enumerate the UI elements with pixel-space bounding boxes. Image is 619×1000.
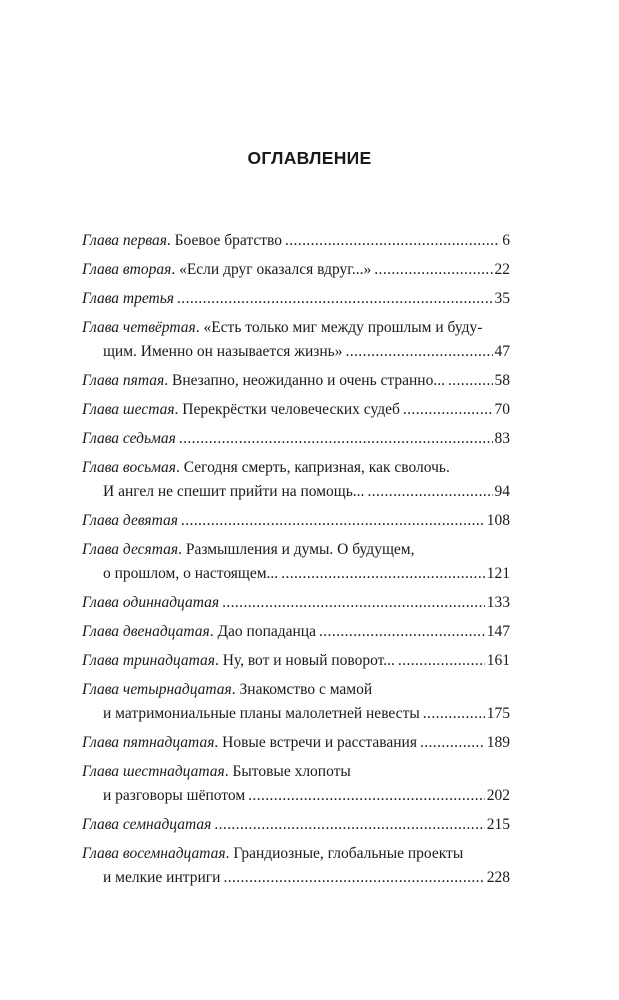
page-number: 228 xyxy=(486,869,510,886)
toc-entry-line xyxy=(82,760,510,784)
chapter-title: Размышления и думы. О будущем, xyxy=(185,541,415,558)
toc-entry[interactable] xyxy=(82,591,510,615)
dot-leader xyxy=(181,509,485,533)
toc-entry-line xyxy=(82,398,510,422)
toc-entry[interactable] xyxy=(82,456,510,504)
toc-entry-line xyxy=(82,480,510,504)
chapter-label: Глава шестая xyxy=(82,401,175,418)
chapter-title: Знакомство с мамой xyxy=(239,681,373,698)
page-number: 161 xyxy=(486,652,510,669)
chapter-label: Глава девятая xyxy=(82,512,178,529)
toc-entry-line xyxy=(82,316,510,340)
toc-entry-line xyxy=(82,562,510,586)
toc-entry[interactable] xyxy=(82,287,510,311)
chapter-label: Глава двенадцатая xyxy=(82,623,210,640)
page-title: ОГЛАВЛЕНИЕ xyxy=(247,148,372,168)
dot-leader xyxy=(223,866,484,890)
page-number: 189 xyxy=(486,734,510,751)
chapter-title: Внезапно, неожиданно и очень странно... xyxy=(171,372,445,389)
toc-entry[interactable] xyxy=(82,316,510,364)
dot-leader xyxy=(214,813,484,837)
chapter-separator: . xyxy=(231,681,240,698)
page-number: 121 xyxy=(486,565,510,582)
toc-entry-line xyxy=(82,649,510,673)
chapter-title: Сегодня смерть, капризная, как сволочь. xyxy=(183,459,450,476)
toc-entry[interactable] xyxy=(82,813,510,837)
chapter-separator: . xyxy=(214,652,223,669)
chapter-title: о прошлом, о настоящем... xyxy=(103,565,279,582)
chapter-label: Глава третья xyxy=(82,290,175,307)
toc-entry[interactable] xyxy=(82,369,510,393)
toc-entry[interactable] xyxy=(82,760,510,808)
chapter-title: Бытовые хлопоты xyxy=(232,763,351,780)
page-number: 175 xyxy=(486,705,510,722)
page-number: 133 xyxy=(486,594,510,611)
chapter-separator: . xyxy=(195,319,204,336)
dot-leader xyxy=(398,649,485,673)
dot-leader xyxy=(319,620,485,644)
chapter-label: Глава семнадцатая xyxy=(82,816,212,833)
chapter-title: Дао попаданца xyxy=(217,623,316,640)
chapter-separator: . xyxy=(224,763,233,780)
toc-entry[interactable] xyxy=(82,538,510,586)
chapter-label: Глава одиннадцатая xyxy=(82,594,220,611)
chapter-title: Новые встречи и расставания xyxy=(222,734,417,751)
chapter-separator: . xyxy=(176,459,184,476)
chapter-title: «Если друг оказался вдруг...» xyxy=(179,261,372,278)
page-number: 83 xyxy=(494,430,510,447)
dot-leader xyxy=(281,562,485,586)
chapter-separator: . xyxy=(225,845,234,862)
chapter-separator: . xyxy=(178,541,186,558)
toc-entry-line xyxy=(82,784,510,808)
dot-leader xyxy=(285,229,500,253)
page-number: 58 xyxy=(494,372,510,389)
chapter-label: Глава десятая xyxy=(82,541,179,558)
chapter-label: Глава вторая xyxy=(82,261,172,278)
dot-leader xyxy=(423,702,485,726)
chapter-label: Глава четырнадцатая xyxy=(82,681,232,698)
toc-entry-line xyxy=(82,731,510,755)
toc-entry[interactable] xyxy=(82,427,510,451)
dot-leader xyxy=(367,480,492,504)
toc-entry-line xyxy=(82,340,510,364)
toc-entry-line xyxy=(82,620,510,644)
toc-entry[interactable] xyxy=(82,731,510,755)
toc-entry-line xyxy=(82,427,510,451)
chapter-label: Глава четвёртая xyxy=(82,319,196,336)
chapter-label: Глава пятнадцатая xyxy=(82,734,215,751)
dot-leader xyxy=(420,731,485,755)
toc-entry[interactable] xyxy=(82,229,510,253)
chapter-title: Ну, вот и новый поворот... xyxy=(222,652,395,669)
page-number: 147 xyxy=(486,623,510,640)
dot-leader xyxy=(448,369,493,393)
chapter-label: Глава восемнадцатая xyxy=(82,845,226,862)
toc-list xyxy=(82,229,510,895)
toc-entry-line xyxy=(82,591,510,615)
toc-entry-line xyxy=(82,866,510,890)
page-number: 35 xyxy=(494,290,510,307)
toc-entry-line xyxy=(82,456,510,480)
page-number: 70 xyxy=(494,401,510,418)
chapter-label: Глава шестнадцатая xyxy=(82,763,225,780)
chapter-title: Перекрёстки человеческих судеб xyxy=(182,401,400,418)
dot-leader xyxy=(345,340,492,364)
chapter-separator: . xyxy=(214,734,223,751)
toc-entry-line xyxy=(82,229,510,253)
chapter-separator: . xyxy=(164,372,172,389)
toc-entry-line xyxy=(82,287,510,311)
chapter-label: Глава пятая xyxy=(82,372,165,389)
toc-entry[interactable] xyxy=(82,842,510,890)
chapter-title: Боевое братство xyxy=(174,232,282,249)
chapter-label: Глава седьмая xyxy=(82,430,176,447)
toc-entry[interactable] xyxy=(82,649,510,673)
dot-leader xyxy=(248,784,485,808)
page-number: 94 xyxy=(494,483,510,500)
toc-entry-line xyxy=(82,538,510,562)
chapter-title: Грандиозные, глобальные проекты xyxy=(233,845,464,862)
toc-entry[interactable] xyxy=(82,398,510,422)
toc-entry[interactable] xyxy=(82,258,510,282)
chapter-title: щим. Именно он называется жизнь» xyxy=(103,343,343,360)
page-number: 108 xyxy=(486,512,510,529)
chapter-separator: . xyxy=(209,623,218,640)
chapter-title: и разговоры шёпотом xyxy=(103,787,246,804)
chapter-label: Глава восьмая xyxy=(82,459,176,476)
dot-leader xyxy=(374,258,492,282)
toc-entry-line xyxy=(82,509,510,533)
dot-leader xyxy=(177,287,492,311)
chapter-label: Глава первая xyxy=(82,232,167,249)
toc-entry-line xyxy=(82,369,510,393)
chapter-separator: . xyxy=(171,261,180,278)
page-number: 6 xyxy=(502,232,510,249)
toc-entry[interactable] xyxy=(82,620,510,644)
dot-leader xyxy=(222,591,485,615)
page-number: 22 xyxy=(494,261,510,278)
chapter-separator: . xyxy=(166,232,175,249)
dot-leader xyxy=(403,398,493,422)
toc-entry-line xyxy=(82,842,510,866)
toc-entry[interactable] xyxy=(82,678,510,726)
chapter-title: И ангел не спешит прийти на помощь... xyxy=(103,483,365,500)
chapter-label: Глава тринадцатая xyxy=(82,652,215,669)
page-number: 202 xyxy=(486,787,510,804)
chapter-separator: . xyxy=(174,401,183,418)
toc-entry-line xyxy=(82,813,510,837)
chapter-title: «Есть только миг между прошлым и буду- xyxy=(203,319,483,336)
page-number: 215 xyxy=(486,816,510,833)
page-number: 47 xyxy=(494,343,510,360)
dot-leader xyxy=(179,427,493,451)
toc-entry-line xyxy=(82,702,510,726)
chapter-title: и мелкие интриги xyxy=(103,869,221,886)
chapter-title: и матримониальные планы малолетней невесты xyxy=(103,705,420,722)
toc-entry[interactable] xyxy=(82,509,510,533)
toc-entry-line xyxy=(82,678,510,702)
toc-entry-line xyxy=(82,258,510,282)
